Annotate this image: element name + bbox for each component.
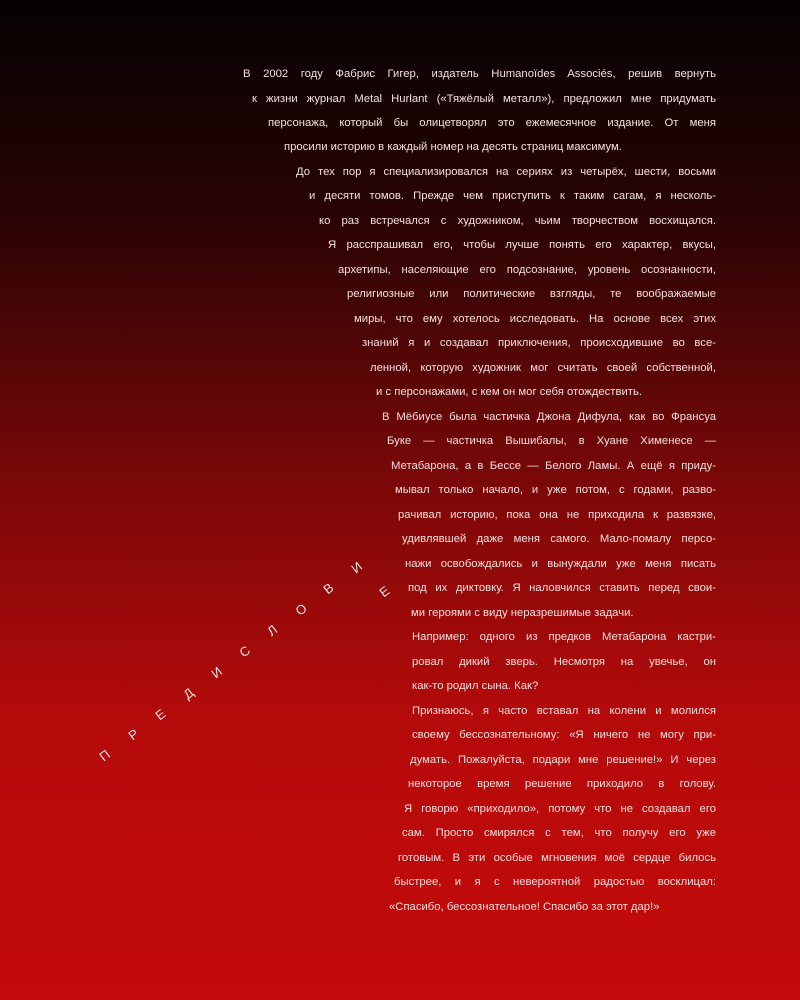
text-line: ми героями с виду неразрешимые задачи.: [411, 607, 634, 619]
title-letter: И: [208, 663, 225, 682]
text-line: под их диктовку. Я наловчился ставить перед свои-: [408, 582, 716, 594]
text-line: ко раз встречался с художником, чьим творчеством восхищался.: [319, 215, 716, 227]
text-line: миры, что ему хотелось исследовать. На основе всех этих: [354, 313, 716, 325]
text-line: удивлявшей даже меня самого. Мало-помалу персо-: [402, 533, 716, 545]
text-line: В Мёбиусе была частичка Джона Дифула, как во Франсуа: [382, 411, 716, 423]
title-letter: Д: [180, 684, 197, 703]
title-letter: И: [348, 558, 365, 577]
text-line: некоторое время решение приходило в голову.: [408, 778, 716, 790]
title-letter: Е: [152, 705, 169, 724]
text-line: Я говорю «приходило», потому что не создавал его: [404, 803, 716, 815]
text-line: В 2002 году Фабрис Гигер, издатель Humanoïdes Associés, решив вернуть: [243, 68, 716, 80]
text-line: Метабарона, а в Бессе — Белого Ламы. А ещё я приду-: [391, 460, 716, 472]
text-line: Признаюсь, я часто вставал на колени и молился: [412, 705, 716, 717]
text-line: и десяти томов. Прежде чем приступить к таким сагам, я несколь-: [309, 190, 716, 202]
text-line: До тех пор я специализировался на сериях из четырёх, шести, восьми: [296, 166, 716, 178]
title-letter: Е: [376, 582, 393, 601]
text-line: «Спасибо, бессознательное! Спасибо за этот дар!»: [389, 901, 660, 913]
title-letter: В: [320, 579, 337, 598]
text-line: Например: одного из предков Метабарона кастри-: [412, 631, 716, 643]
text-line: Буке — частичка Вышибалы, в Хуане Хименесе —: [387, 435, 716, 447]
text-line: быстрее, и я с невероятной радостью восклицал:: [394, 876, 716, 888]
text-line: своему бессознательному: «Я ничего не могу при-: [412, 729, 716, 741]
text-line: персонажа, который бы олицетворял это ежемесячное издание. От меня: [268, 117, 716, 129]
text-line: архетипы, населяющие его подсознание, уровень осознанности,: [338, 264, 716, 276]
text-line: думать. Пожалуйста, подари мне решение!» И через: [410, 754, 716, 766]
text-line: к жизни журнал Metal Hurlant («Тяжёлый металл»), предложил мне придумать: [252, 93, 716, 105]
text-line: знаний я и создавал приключения, происходившие во все-: [362, 337, 716, 349]
title-letter: Л: [264, 621, 281, 640]
text-line: Я расспрашивал его, чтобы лучше понять его характер, вкусы,: [328, 239, 716, 251]
text-line: готовым. В эти особые мгновения моё сердце билось: [398, 852, 716, 864]
text-line: рачивал историю, пока она не приходила к развязке,: [398, 509, 716, 521]
title-letter: О: [292, 600, 310, 619]
text-line: ленной, которую художник мог считать своей собственной,: [370, 362, 716, 374]
text-line: ровал дикий зверь. Несмотря на увечье, он: [412, 656, 716, 668]
title-letter: С: [236, 642, 254, 661]
title-letter: П: [96, 746, 113, 765]
text-line: сам. Просто смирялся с тем, что получу его уже: [402, 827, 716, 839]
text-line: и с персонажами, с кем он мог себя отождествить.: [376, 386, 642, 398]
text-line: религиозные или политические взгляды, те воображаемые: [347, 288, 716, 300]
text-line: нажи освобождались и вынуждали уже меня писать: [405, 558, 716, 570]
text-line: мывал только начало, и уже потом, с годами, разво-: [395, 484, 716, 496]
text-line: просили историю в каждый номер на десять страниц максимум.: [284, 141, 622, 153]
text-line: как-то родил сына. Как?: [412, 680, 539, 692]
title-letter: Р: [125, 725, 142, 744]
